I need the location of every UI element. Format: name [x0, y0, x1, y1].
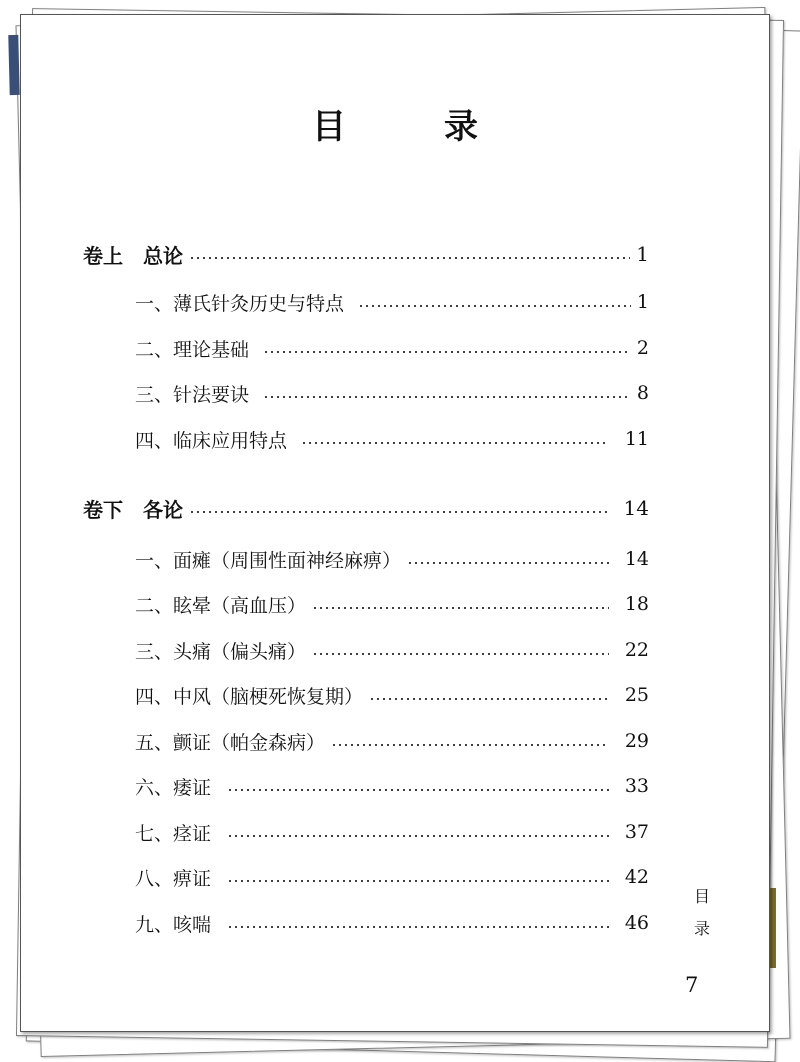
- toc-entry-label: 六、痿证: [135, 776, 212, 799]
- toc-page-number: 37: [624, 821, 649, 843]
- side-label-char: 目: [693, 887, 710, 906]
- toc-section[interactable]: [83, 239, 649, 269]
- dot-leader: [227, 835, 609, 837]
- toc-page-number: 42: [624, 866, 649, 888]
- dot-leader: [263, 396, 631, 398]
- toc-entry-label: 一、薄氏针灸历史与特点: [135, 292, 345, 315]
- dot-leader: [301, 442, 609, 444]
- toc-entry-label: 三、头痛（偏头痛）: [135, 640, 307, 663]
- dot-leader: [189, 257, 630, 259]
- toc-page-number: 8: [636, 382, 649, 404]
- dot-leader: [312, 653, 609, 655]
- toc-entry[interactable]: [135, 862, 649, 892]
- toc-entry-label: 四、中风（脑梗死恢复期）: [135, 685, 364, 708]
- toc-page-number: 22: [624, 639, 649, 661]
- toc-entry-label: 八、痹证: [135, 867, 212, 890]
- toc-section[interactable]: [83, 493, 649, 523]
- toc-entry-label: 三、针法要诀: [135, 383, 250, 406]
- toc-entry[interactable]: [135, 817, 649, 847]
- page-number: 7: [685, 973, 699, 997]
- toc-page-number: 1: [636, 242, 649, 266]
- toc-entry[interactable]: [135, 680, 649, 710]
- toc-page-number: 1: [636, 291, 649, 313]
- toc-entry[interactable]: [135, 544, 649, 574]
- dot-leader: [407, 562, 609, 564]
- running-section-label: [691, 881, 713, 945]
- toc-page-number: 11: [624, 428, 649, 450]
- toc-entry-label: 二、眩晕（高血压）: [135, 594, 307, 617]
- dot-leader: [263, 351, 631, 353]
- toc-page-number: 29: [624, 730, 649, 752]
- toc-page-number: 25: [624, 684, 649, 706]
- dot-leader: [358, 305, 631, 307]
- toc-entry-label: 九、咳喘: [135, 913, 212, 936]
- dot-leader: [331, 744, 609, 746]
- toc-page: [20, 14, 770, 1032]
- toc-entry[interactable]: [135, 378, 649, 408]
- dot-leader: [227, 926, 609, 928]
- toc-page-number: 14: [623, 496, 649, 520]
- dot-leader: [189, 511, 608, 513]
- toc-section-label: 卷上 总论: [83, 243, 183, 268]
- dot-leader: [312, 607, 609, 609]
- toc-entry[interactable]: [135, 908, 649, 938]
- toc-entry-label: 四、临床应用特点: [135, 429, 288, 452]
- toc-page-number: 2: [636, 337, 649, 359]
- dot-leader: [227, 789, 609, 791]
- toc-entry[interactable]: [135, 771, 649, 801]
- toc-entry[interactable]: [135, 589, 649, 619]
- toc-entry[interactable]: [135, 333, 649, 363]
- toc-page-number: 46: [624, 912, 649, 934]
- toc-entry-label: 七、痉证: [135, 822, 212, 845]
- toc-entry-label: 一、面瘫（周围性面神经麻痹）: [135, 549, 402, 572]
- toc-section-label: 卷下 各论: [83, 497, 183, 522]
- toc-entry-label: 二、理论基础: [135, 338, 250, 361]
- cover-edge: [8, 35, 19, 95]
- toc-entry[interactable]: [135, 726, 649, 756]
- side-label-char: 录: [693, 919, 710, 938]
- dot-leader: [227, 880, 609, 882]
- toc-entry[interactable]: [135, 424, 649, 454]
- page-title: 目 录: [312, 107, 510, 147]
- toc-entry[interactable]: [135, 635, 649, 665]
- toc-page-number: 18: [624, 593, 649, 615]
- toc-page-number: 33: [624, 775, 649, 797]
- toc-entry-label: 五、颤证（帕金森病）: [135, 731, 326, 754]
- toc-entry[interactable]: [135, 287, 649, 317]
- dot-leader: [369, 698, 609, 700]
- toc-page-number: 14: [624, 548, 649, 570]
